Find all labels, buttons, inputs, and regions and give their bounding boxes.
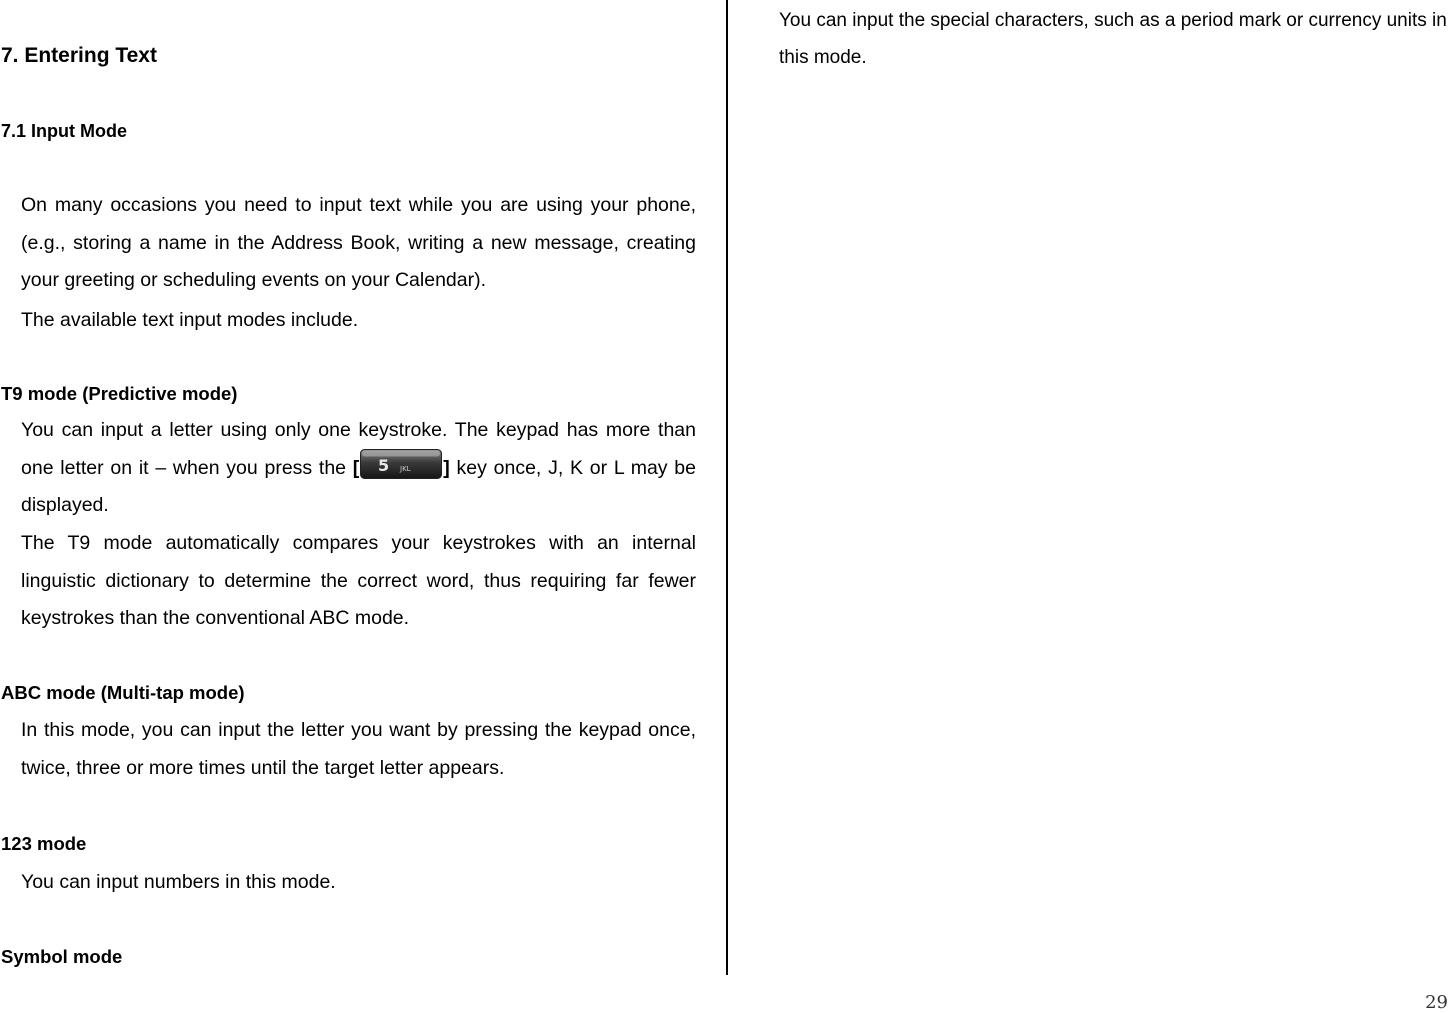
column-divider bbox=[726, 0, 728, 975]
t9-text-after-key: key once, J, K or L may be displayed. bbox=[21, 457, 696, 516]
123-mode-heading: 123 mode bbox=[1, 833, 87, 854]
abc-mode-heading: ABC mode (Multi-tap mode) bbox=[1, 682, 245, 703]
t9-paragraph-1 bbox=[21, 412, 696, 524]
123-mode-paragraph: You can input numbers in this mode. bbox=[21, 871, 336, 893]
t9-mode-heading: T9 mode (Predictive mode) bbox=[1, 383, 238, 404]
t9-text-before-key: You can input a letter using only one keystroke. The keypad has more than one letter on it – when you press the bbox=[21, 419, 696, 479]
abc-mode-paragraph: In this mode, you can input the letter you want by pressing the keypad once, twice, three or more times until the target letter appears. bbox=[21, 719, 696, 779]
section-title: 7. Entering Text bbox=[1, 44, 157, 67]
intro-paragraph: On many occasions you need to input text while you are using your phone, (e.g., storing a name in the Address Book, writing a new message, creating your greeting or scheduling events on your Calendar). bbox=[21, 194, 696, 291]
subsection-title: 7.1 Input Mode bbox=[1, 121, 127, 141]
key-letters: JKL bbox=[400, 465, 411, 473]
key-digit: 5 bbox=[378, 456, 390, 475]
key-bracket-close: ] bbox=[443, 457, 450, 479]
page-number: 29 bbox=[1425, 992, 1448, 1013]
symbol-mode-heading: Symbol mode bbox=[1, 946, 123, 967]
intro-modes-line: The available text input modes include. bbox=[21, 309, 359, 331]
key-bracket-open: [ bbox=[352, 457, 360, 479]
symbol-mode-paragraph: You can input the special characters, such as a period mark or currency units in this mode. bbox=[779, 10, 1447, 68]
keypad-5-key-icon bbox=[360, 449, 442, 479]
t9-paragraph-2: The T9 mode automatically compares your keystrokes with an internal linguistic dictionary to determine the correct word, thus requiring far fewer keystrokes than the conventional ABC mode. bbox=[21, 532, 696, 629]
